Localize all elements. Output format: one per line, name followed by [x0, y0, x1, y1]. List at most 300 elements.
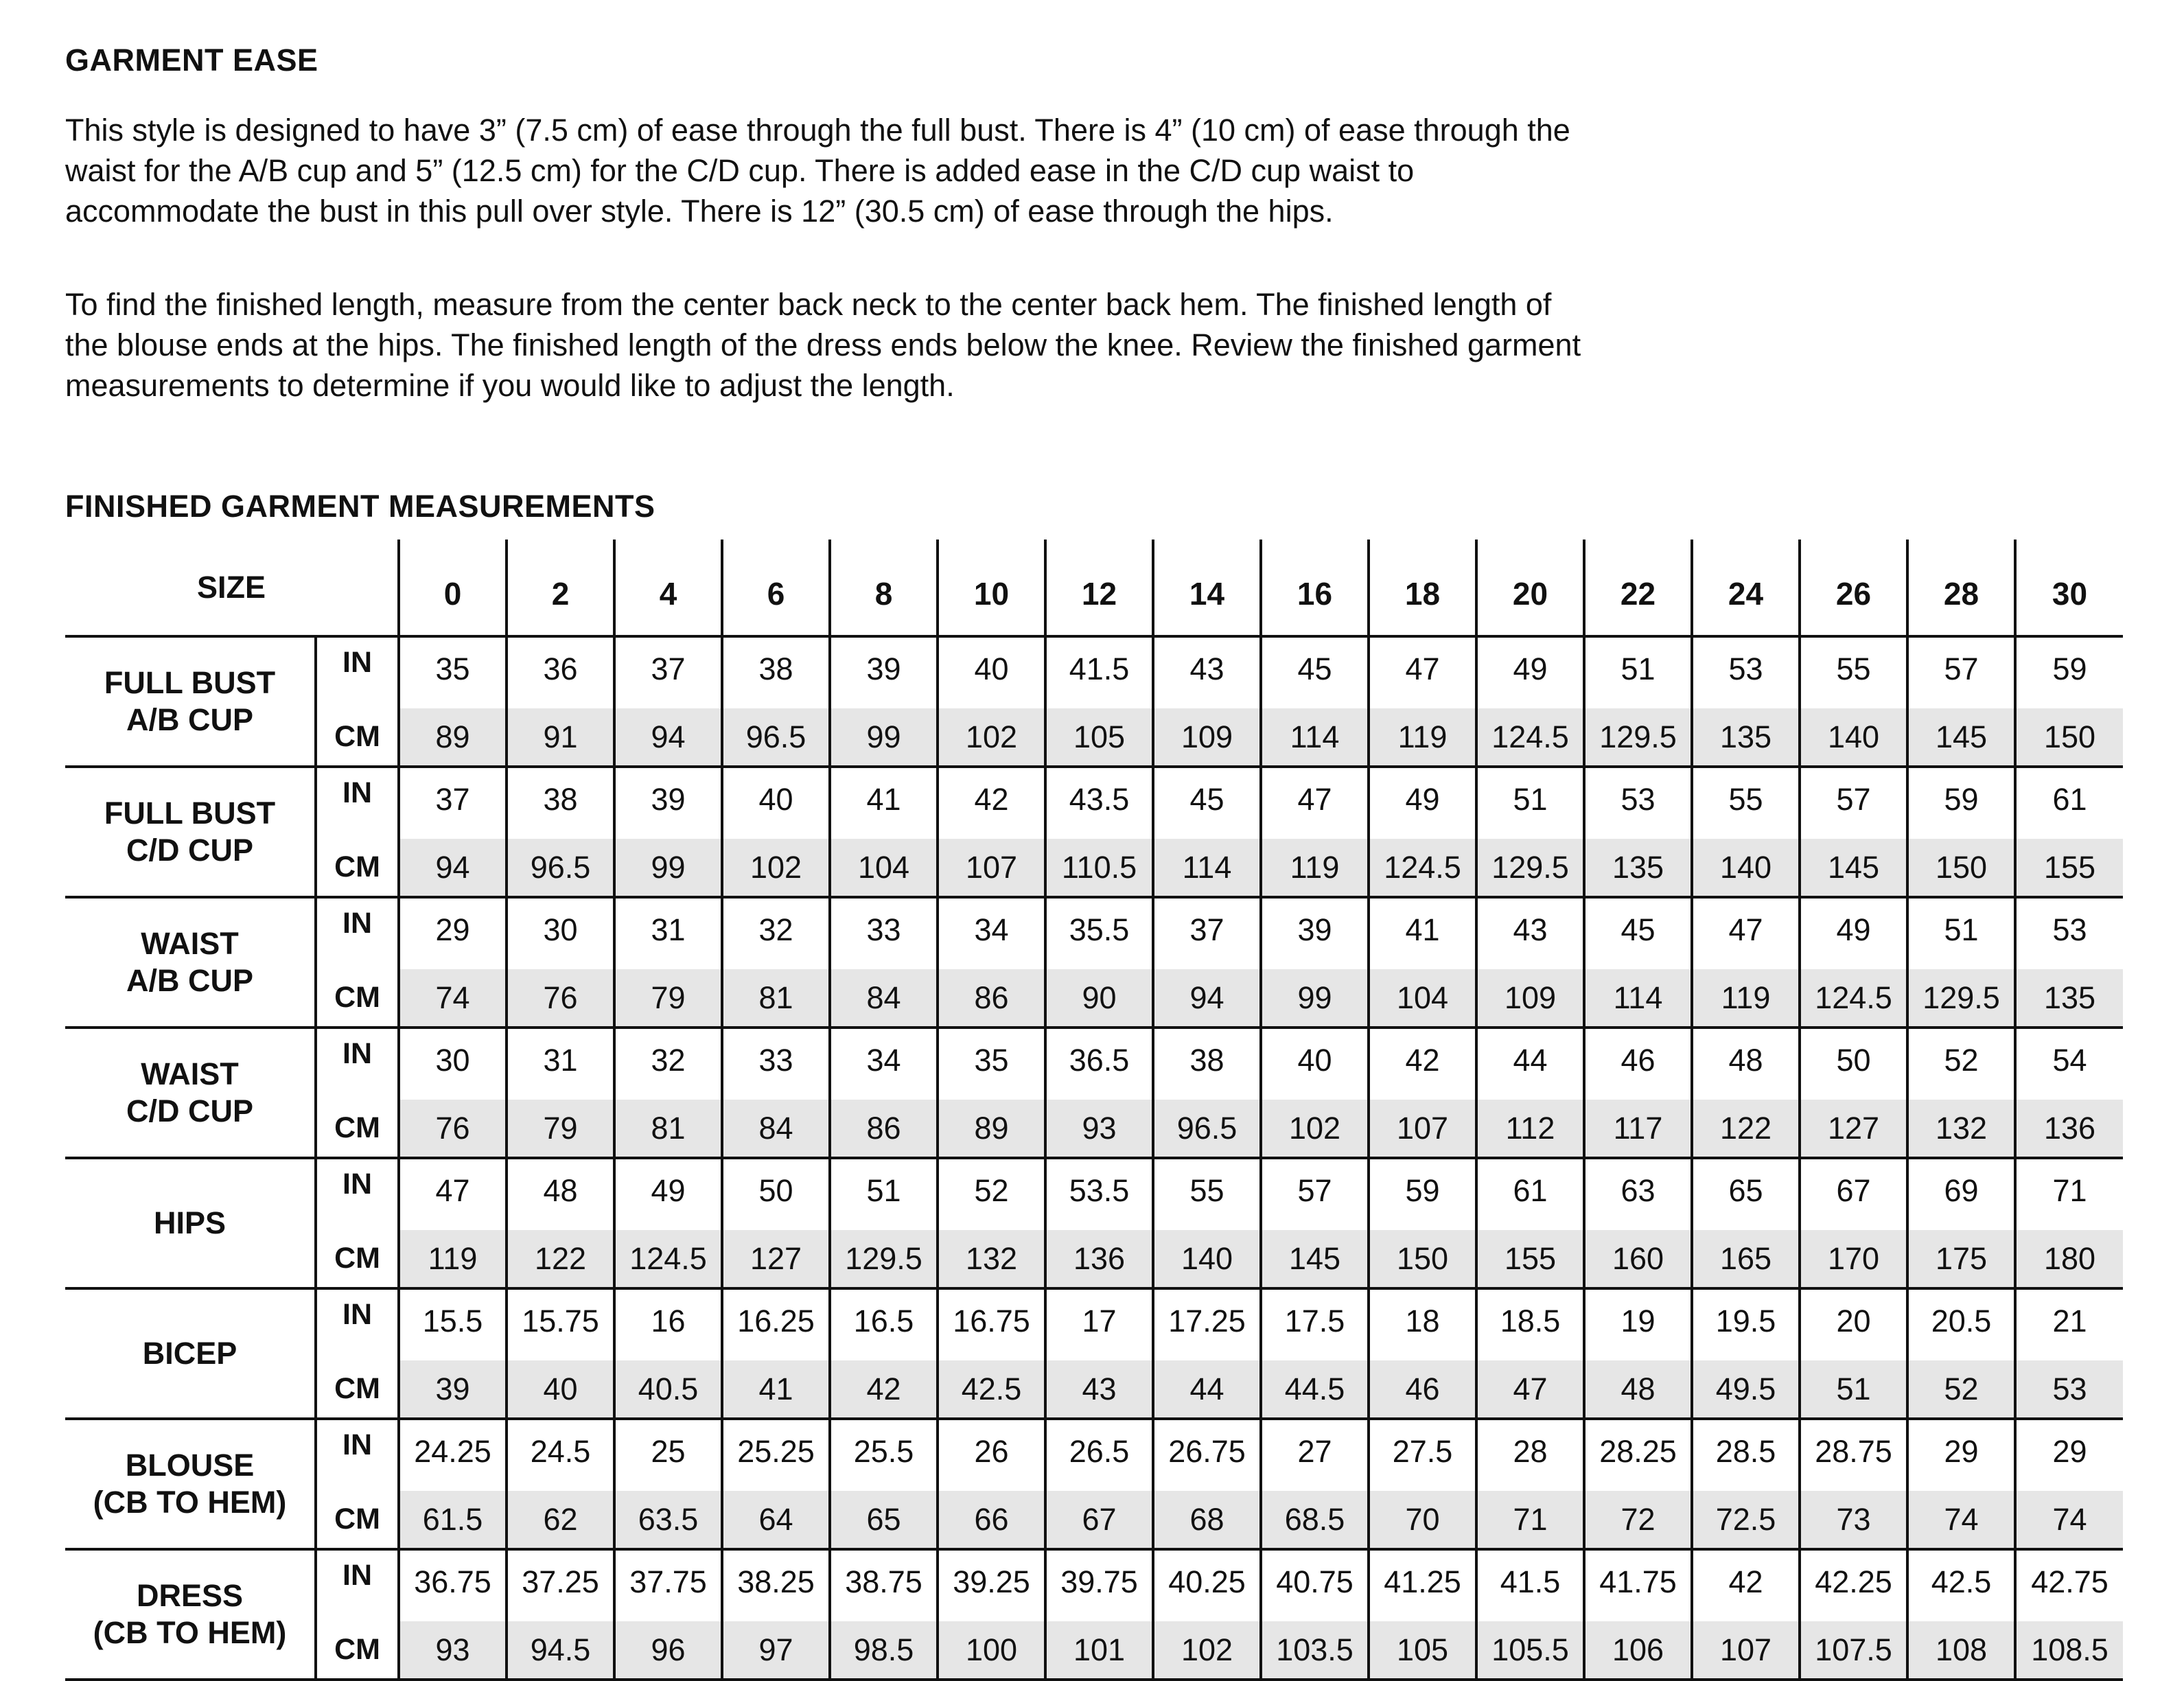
value-in-cell: 32 [614, 1028, 722, 1100]
value-cm-cell: 112 [1476, 1100, 1584, 1158]
value-cm-cell: 53 [2015, 1360, 2123, 1419]
size-column-header: 12 [1045, 540, 1153, 636]
measurement-label [65, 1158, 316, 1288]
value-cm-cell: 61.5 [399, 1491, 507, 1549]
value-cm-cell: 150 [1369, 1230, 1476, 1288]
measurement-label [65, 636, 316, 767]
value-cm-cell: 94 [614, 708, 722, 767]
ease-paragraph: This style is designed to have 3” (7.5 cm) of ease through the full bust. There is 4” (10 cm) of ease through the waist for the A/B cup and 5” (12.5 cm) for the C/D cup. There is added ease in the C/D cup waist to accommodate the bust in this pull over style. There is 12” (30.5 cm) of ease through the hips. [65, 113, 1570, 229]
value-in-cell: 39.25 [938, 1549, 1045, 1621]
value-in-cell: 27 [1261, 1419, 1369, 1491]
value-cm-cell: 74 [2015, 1491, 2123, 1549]
value-cm-cell: 73 [1800, 1491, 1907, 1549]
unit-in-label: IN [316, 897, 399, 969]
measurement-row-cm [65, 1360, 2123, 1419]
value-cm-cell: 91 [507, 708, 614, 767]
value-in-cell: 49 [614, 1158, 722, 1230]
size-label: SIZE [65, 540, 399, 636]
unit-in-label: IN [316, 1549, 399, 1621]
value-in-cell: 55 [1692, 767, 1800, 839]
value-cm-cell: 124.5 [1476, 708, 1584, 767]
value-in-cell: 36.5 [1045, 1028, 1153, 1100]
unit-cm-label: CM [316, 839, 399, 897]
value-in-cell: 52 [938, 1158, 1045, 1230]
value-in-cell: 28 [1476, 1419, 1584, 1491]
value-cm-cell: 109 [1476, 969, 1584, 1028]
value-in-cell: 40 [1261, 1028, 1369, 1100]
value-cm-cell: 140 [1800, 708, 1907, 767]
value-in-cell: 17.5 [1261, 1288, 1369, 1360]
value-in-cell: 47 [1369, 636, 1476, 708]
value-cm-cell: 94 [1153, 969, 1261, 1028]
unit-cm-label: CM [316, 1491, 399, 1549]
value-cm-cell: 44.5 [1261, 1360, 1369, 1419]
size-column-header: 20 [1476, 540, 1584, 636]
value-in-cell: 32 [722, 897, 830, 969]
value-in-cell: 37 [614, 636, 722, 708]
value-in-cell: 34 [830, 1028, 938, 1100]
length-paragraph: To find the finished length, measure from the center back neck to the center back hem. The finished length of the blouse ends at the hips. The finished length of the dress ends below the knee. Review the finished garment measurements to determine if you would like to adjust the length. [65, 287, 1581, 403]
value-in-cell: 27.5 [1369, 1419, 1476, 1491]
value-cm-cell: 104 [1369, 969, 1476, 1028]
measurement-label [65, 1419, 316, 1549]
value-cm-cell: 99 [830, 708, 938, 767]
measurement-label-line1: HIPS [153, 1205, 226, 1240]
size-column-header: 28 [1907, 540, 2015, 636]
value-in-cell: 28.25 [1584, 1419, 1692, 1491]
value-cm-cell: 108 [1907, 1621, 2015, 1680]
size-column-header: 14 [1153, 540, 1261, 636]
value-cm-cell: 81 [614, 1100, 722, 1158]
value-in-cell: 45 [1153, 767, 1261, 839]
measurement-row-cm [65, 1100, 2123, 1158]
value-in-cell: 36.75 [399, 1549, 507, 1621]
value-in-cell: 37.25 [507, 1549, 614, 1621]
value-in-cell: 44 [1476, 1028, 1584, 1100]
measurement-row-in [65, 767, 2123, 839]
value-cm-cell: 93 [1045, 1100, 1153, 1158]
unit-in-label: IN [316, 1028, 399, 1100]
value-in-cell: 15.75 [507, 1288, 614, 1360]
value-in-cell: 43.5 [1045, 767, 1153, 839]
size-column-header: 0 [399, 540, 507, 636]
size-column-header: 30 [2015, 540, 2123, 636]
value-in-cell: 35 [399, 636, 507, 708]
value-cm-cell: 86 [938, 969, 1045, 1028]
value-in-cell: 28.5 [1692, 1419, 1800, 1491]
finished-measurements-heading: FINISHED GARMENT MEASUREMENTS [65, 489, 655, 524]
value-in-cell: 48 [1692, 1028, 1800, 1100]
value-cm-cell: 102 [938, 708, 1045, 767]
value-cm-cell: 90 [1045, 969, 1153, 1028]
value-cm-cell: 129.5 [1476, 839, 1584, 897]
value-in-cell: 53 [1692, 636, 1800, 708]
value-in-cell: 59 [1369, 1158, 1476, 1230]
measurement-label-line1: FULL BUST [104, 665, 276, 700]
value-in-cell: 37.75 [614, 1549, 722, 1621]
value-in-cell: 42.75 [2015, 1549, 2123, 1621]
value-cm-cell: 74 [399, 969, 507, 1028]
value-in-cell: 41 [830, 767, 938, 839]
value-cm-cell: 102 [1261, 1100, 1369, 1158]
value-in-cell: 45 [1584, 897, 1692, 969]
value-cm-cell: 122 [507, 1230, 614, 1288]
value-in-cell: 39 [614, 767, 722, 839]
value-in-cell: 29 [399, 897, 507, 969]
value-in-cell: 17 [1045, 1288, 1153, 1360]
measurement-label-line2: A/B CUP [126, 702, 253, 737]
value-in-cell: 61 [2015, 767, 2123, 839]
value-cm-cell: 42 [830, 1360, 938, 1419]
value-cm-cell: 72.5 [1692, 1491, 1800, 1549]
value-cm-cell: 132 [1907, 1100, 2015, 1158]
value-in-cell: 65 [1692, 1158, 1800, 1230]
value-cm-cell: 64 [722, 1491, 830, 1549]
size-column-header: 22 [1584, 540, 1692, 636]
measurements-table [65, 540, 2123, 1681]
measurement-row-cm [65, 969, 2123, 1028]
value-in-cell: 45 [1261, 636, 1369, 708]
value-cm-cell: 94 [399, 839, 507, 897]
value-cm-cell: 122 [1692, 1100, 1800, 1158]
measurement-label-line2: C/D CUP [126, 1093, 253, 1128]
value-cm-cell: 175 [1907, 1230, 2015, 1288]
value-cm-cell: 145 [1261, 1230, 1369, 1288]
value-cm-cell: 63.5 [614, 1491, 722, 1549]
value-cm-cell: 47 [1476, 1360, 1584, 1419]
measurement-label-line1: DRESS [136, 1578, 244, 1613]
value-in-cell: 51 [1907, 897, 2015, 969]
value-cm-cell: 101 [1045, 1621, 1153, 1680]
measurement-row-cm [65, 1491, 2123, 1549]
value-cm-cell: 79 [507, 1100, 614, 1158]
measurement-row-in [65, 1288, 2123, 1360]
value-in-cell: 51 [1476, 767, 1584, 839]
unit-in-label: IN [316, 1158, 399, 1230]
value-cm-cell: 114 [1153, 839, 1261, 897]
size-column-header: 16 [1261, 540, 1369, 636]
value-cm-cell: 155 [2015, 839, 2123, 897]
value-in-cell: 37 [1153, 897, 1261, 969]
value-in-cell: 41.25 [1369, 1549, 1476, 1621]
value-cm-cell: 109 [1153, 708, 1261, 767]
measurement-label-line2: A/B CUP [126, 963, 253, 998]
value-in-cell: 42.25 [1800, 1549, 1907, 1621]
value-in-cell: 39 [1261, 897, 1369, 969]
value-in-cell: 43 [1476, 897, 1584, 969]
value-in-cell: 57 [1907, 636, 2015, 708]
value-in-cell: 24.25 [399, 1419, 507, 1491]
value-cm-cell: 135 [1692, 708, 1800, 767]
value-cm-cell: 110.5 [1045, 839, 1153, 897]
unit-in-label: IN [316, 1419, 399, 1491]
value-in-cell: 40 [938, 636, 1045, 708]
value-in-cell: 35.5 [1045, 897, 1153, 969]
value-cm-cell: 39 [399, 1360, 507, 1419]
value-cm-cell: 49.5 [1692, 1360, 1800, 1419]
value-in-cell: 42 [938, 767, 1045, 839]
size-column-header: 4 [614, 540, 722, 636]
value-in-cell: 40.25 [1153, 1549, 1261, 1621]
value-cm-cell: 102 [722, 839, 830, 897]
value-in-cell: 47 [1692, 897, 1800, 969]
value-in-cell: 29 [1907, 1419, 2015, 1491]
measurement-row-cm [65, 708, 2123, 767]
value-cm-cell: 150 [2015, 708, 2123, 767]
value-cm-cell: 51 [1800, 1360, 1907, 1419]
value-cm-cell: 129.5 [1584, 708, 1692, 767]
value-in-cell: 26 [938, 1419, 1045, 1491]
value-in-cell: 55 [1800, 636, 1907, 708]
value-cm-cell: 96.5 [722, 708, 830, 767]
value-in-cell: 41.5 [1476, 1549, 1584, 1621]
value-cm-cell: 52 [1907, 1360, 2015, 1419]
value-cm-cell: 62 [507, 1491, 614, 1549]
value-cm-cell: 127 [722, 1230, 830, 1288]
size-column-header: 2 [507, 540, 614, 636]
unit-in-label: IN [316, 767, 399, 839]
measurement-label-line1: BICEP [142, 1336, 237, 1371]
value-cm-cell: 72 [1584, 1491, 1692, 1549]
value-cm-cell: 81 [722, 969, 830, 1028]
measurement-row-in [65, 1158, 2123, 1230]
value-in-cell: 69 [1907, 1158, 2015, 1230]
value-cm-cell: 46 [1369, 1360, 1476, 1419]
value-in-cell: 53.5 [1045, 1158, 1153, 1230]
measurement-label-line1: WAIST [141, 1056, 239, 1091]
value-in-cell: 29 [2015, 1419, 2123, 1491]
garment-ease-heading: GARMENT EASE [65, 43, 318, 78]
value-cm-cell: 140 [1153, 1230, 1261, 1288]
value-cm-cell: 103.5 [1261, 1621, 1369, 1680]
value-cm-cell: 84 [722, 1100, 830, 1158]
measurement-row-in [65, 1419, 2123, 1491]
value-cm-cell: 124.5 [1800, 969, 1907, 1028]
unit-cm-label: CM [316, 1360, 399, 1419]
measurement-row-cm [65, 1621, 2123, 1680]
value-in-cell: 35 [938, 1028, 1045, 1100]
value-in-cell: 16.5 [830, 1288, 938, 1360]
measurement-row-in [65, 1549, 2123, 1621]
value-in-cell: 53 [2015, 897, 2123, 969]
value-in-cell: 48 [507, 1158, 614, 1230]
value-cm-cell: 48 [1584, 1360, 1692, 1419]
value-in-cell: 41 [1369, 897, 1476, 969]
value-in-cell: 24.5 [507, 1419, 614, 1491]
measurement-label [65, 897, 316, 1028]
value-in-cell: 16.75 [938, 1288, 1045, 1360]
value-cm-cell: 160 [1584, 1230, 1692, 1288]
measurement-label [65, 1028, 316, 1158]
value-cm-cell: 105 [1369, 1621, 1476, 1680]
value-cm-cell: 107 [938, 839, 1045, 897]
value-cm-cell: 119 [1261, 839, 1369, 897]
value-in-cell: 49 [1800, 897, 1907, 969]
value-in-cell: 57 [1800, 767, 1907, 839]
value-in-cell: 42 [1369, 1028, 1476, 1100]
value-cm-cell: 79 [614, 969, 722, 1028]
value-in-cell: 16.25 [722, 1288, 830, 1360]
value-cm-cell: 124.5 [1369, 839, 1476, 897]
value-cm-cell: 105.5 [1476, 1621, 1584, 1680]
value-in-cell: 17.25 [1153, 1288, 1261, 1360]
value-cm-cell: 140 [1692, 839, 1800, 897]
value-in-cell: 43 [1153, 636, 1261, 708]
size-column-header: 18 [1369, 540, 1476, 636]
value-in-cell: 52 [1907, 1028, 2015, 1100]
value-in-cell: 71 [2015, 1158, 2123, 1230]
value-cm-cell: 165 [1692, 1230, 1800, 1288]
value-cm-cell: 65 [830, 1491, 938, 1549]
value-cm-cell: 106 [1584, 1621, 1692, 1680]
value-in-cell: 20 [1800, 1288, 1907, 1360]
value-cm-cell: 107 [1692, 1621, 1800, 1680]
value-in-cell: 15.5 [399, 1288, 507, 1360]
value-cm-cell: 96.5 [507, 839, 614, 897]
value-cm-cell: 68 [1153, 1491, 1261, 1549]
measurement-label-line1: FULL BUST [104, 796, 276, 831]
value-cm-cell: 99 [614, 839, 722, 897]
value-cm-cell: 74 [1907, 1491, 2015, 1549]
value-cm-cell: 40.5 [614, 1360, 722, 1419]
value-cm-cell: 104 [830, 839, 938, 897]
value-in-cell: 26.5 [1045, 1419, 1153, 1491]
value-in-cell: 41.75 [1584, 1549, 1692, 1621]
value-cm-cell: 119 [399, 1230, 507, 1288]
value-in-cell: 55 [1153, 1158, 1261, 1230]
value-in-cell: 59 [1907, 767, 2015, 839]
value-in-cell: 51 [1584, 636, 1692, 708]
value-in-cell: 19 [1584, 1288, 1692, 1360]
unit-in-label: IN [316, 636, 399, 708]
value-cm-cell: 145 [1800, 839, 1907, 897]
measurement-row-in [65, 1028, 2123, 1100]
value-cm-cell: 93 [399, 1621, 507, 1680]
value-cm-cell: 40 [507, 1360, 614, 1419]
value-in-cell: 49 [1476, 636, 1584, 708]
value-in-cell: 28.75 [1800, 1419, 1907, 1491]
size-column-header: 8 [830, 540, 938, 636]
size-header-row [65, 540, 2123, 636]
value-cm-cell: 105 [1045, 708, 1153, 767]
measurement-row-in [65, 897, 2123, 969]
size-column-header: 10 [938, 540, 1045, 636]
value-in-cell: 31 [614, 897, 722, 969]
value-in-cell: 30 [507, 897, 614, 969]
measurement-row-cm [65, 1230, 2123, 1288]
unit-cm-label: CM [316, 708, 399, 767]
value-in-cell: 33 [830, 897, 938, 969]
value-cm-cell: 97 [722, 1621, 830, 1680]
value-cm-cell: 66 [938, 1491, 1045, 1549]
unit-cm-label: CM [316, 1230, 399, 1288]
value-cm-cell: 86 [830, 1100, 938, 1158]
value-cm-cell: 96.5 [1153, 1100, 1261, 1158]
value-in-cell: 50 [1800, 1028, 1907, 1100]
value-in-cell: 51 [830, 1158, 938, 1230]
measurement-label-line1: WAIST [141, 926, 239, 961]
value-in-cell: 38 [1153, 1028, 1261, 1100]
value-cm-cell: 107.5 [1800, 1621, 1907, 1680]
value-cm-cell: 99 [1261, 969, 1369, 1028]
measurement-label [65, 1288, 316, 1419]
value-cm-cell: 117 [1584, 1100, 1692, 1158]
unit-cm-label: CM [316, 1100, 399, 1158]
value-in-cell: 57 [1261, 1158, 1369, 1230]
value-in-cell: 46 [1584, 1028, 1692, 1100]
size-column-header: 26 [1800, 540, 1907, 636]
value-cm-cell: 71 [1476, 1491, 1584, 1549]
value-in-cell: 20.5 [1907, 1288, 2015, 1360]
value-cm-cell: 44 [1153, 1360, 1261, 1419]
value-in-cell: 61 [1476, 1158, 1584, 1230]
value-in-cell: 47 [1261, 767, 1369, 839]
value-cm-cell: 170 [1800, 1230, 1907, 1288]
value-cm-cell: 76 [507, 969, 614, 1028]
value-in-cell: 47 [399, 1158, 507, 1230]
value-in-cell: 42 [1692, 1549, 1800, 1621]
measurement-label-line2: (CB TO HEM) [93, 1485, 287, 1520]
value-in-cell: 41.5 [1045, 636, 1153, 708]
value-in-cell: 67 [1800, 1158, 1907, 1230]
size-column-header: 24 [1692, 540, 1800, 636]
measurement-row-cm [65, 839, 2123, 897]
value-cm-cell: 70 [1369, 1491, 1476, 1549]
value-cm-cell: 129.5 [830, 1230, 938, 1288]
value-cm-cell: 100 [938, 1621, 1045, 1680]
value-cm-cell: 96 [614, 1621, 722, 1680]
value-in-cell: 40.75 [1261, 1549, 1369, 1621]
value-cm-cell: 89 [399, 708, 507, 767]
value-cm-cell: 42.5 [938, 1360, 1045, 1419]
measurement-label-line2: (CB TO HEM) [93, 1615, 287, 1650]
value-in-cell: 33 [722, 1028, 830, 1100]
value-in-cell: 21 [2015, 1288, 2123, 1360]
value-cm-cell: 135 [1584, 839, 1692, 897]
value-in-cell: 42.5 [1907, 1549, 2015, 1621]
measurement-label [65, 767, 316, 897]
value-in-cell: 63 [1584, 1158, 1692, 1230]
value-in-cell: 54 [2015, 1028, 2123, 1100]
unit-in-label: IN [316, 1288, 399, 1360]
value-cm-cell: 102 [1153, 1621, 1261, 1680]
value-cm-cell: 67 [1045, 1491, 1153, 1549]
value-cm-cell: 132 [938, 1230, 1045, 1288]
value-in-cell: 18.5 [1476, 1288, 1584, 1360]
value-in-cell: 39.75 [1045, 1549, 1153, 1621]
value-cm-cell: 119 [1692, 969, 1800, 1028]
measurement-label-line1: BLOUSE [125, 1448, 255, 1483]
value-in-cell: 34 [938, 897, 1045, 969]
value-in-cell: 38 [722, 636, 830, 708]
value-cm-cell: 76 [399, 1100, 507, 1158]
value-in-cell: 36 [507, 636, 614, 708]
value-cm-cell: 94.5 [507, 1621, 614, 1680]
value-cm-cell: 68.5 [1261, 1491, 1369, 1549]
value-in-cell: 38.75 [830, 1549, 938, 1621]
value-cm-cell: 119 [1369, 708, 1476, 767]
value-cm-cell: 127 [1800, 1100, 1907, 1158]
value-in-cell: 37 [399, 767, 507, 839]
value-in-cell: 16 [614, 1288, 722, 1360]
unit-cm-label: CM [316, 969, 399, 1028]
value-cm-cell: 107 [1369, 1100, 1476, 1158]
value-cm-cell: 135 [2015, 969, 2123, 1028]
value-cm-cell: 43 [1045, 1360, 1153, 1419]
value-in-cell: 38.25 [722, 1549, 830, 1621]
value-cm-cell: 89 [938, 1100, 1045, 1158]
value-in-cell: 59 [2015, 636, 2123, 708]
